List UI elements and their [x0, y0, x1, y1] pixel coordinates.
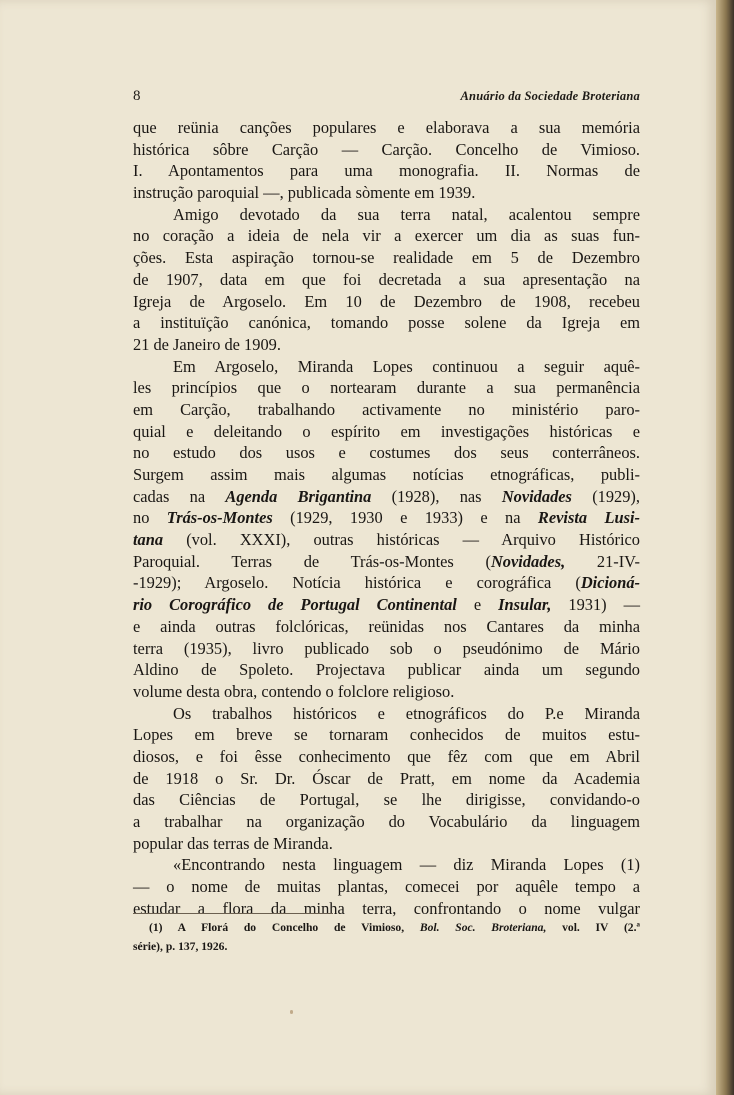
footnote-line [133, 918, 640, 937]
text-line: «Encontrando nesta linguagem — diz Miranda Lopes (1) [173, 855, 640, 875]
footnote-divider [133, 913, 333, 914]
text-line: Amigo devotado da sua terra natal, acalentou sempre [173, 204, 640, 224]
periodical-title: Trás-os-Montes [166, 508, 273, 528]
text-line: que reünia canções populares e elaborava a sua memória [133, 118, 640, 137]
text-line: quial e deleitando o espírito em investigações históricas e [133, 421, 640, 441]
periodical-title: tana [133, 530, 164, 550]
text-run: (1929, 1930 e 1933) e na [290, 508, 521, 528]
text-line: I. Apontamentos para uma monografia. II. Normas de [133, 161, 640, 181]
periodical-title: Bol. Soc. Broteriana, [419, 921, 547, 934]
journal-title: Anuário da Sociedade Broteriana [460, 89, 640, 103]
footnote-line: série), p. 137, 1926. [133, 940, 228, 953]
text-line: e ainda outras folclóricas, reünidas nos Cantares da minha [133, 616, 640, 636]
text-line: a instituïção canónica, tomando posse solene da Igreja em [133, 313, 640, 333]
periodical-title: Novidades, [490, 551, 566, 571]
text-run: no [133, 508, 150, 528]
periodical-title: Agenda Brigantina [225, 486, 372, 506]
text-line: popular das terras de Miranda. [133, 833, 333, 853]
text-line: diosos, e foi êsse conhecimento que fêz com que em Abril [133, 746, 640, 766]
text-run: (vol. XXXI), outras históricas — Arquivo Histórico [186, 530, 640, 550]
text-run: e [473, 595, 482, 615]
text-run: Paroquial. Terras de Trás-os-Montes ( [133, 551, 491, 571]
text-line [133, 551, 640, 573]
text-line [133, 486, 640, 508]
text-run: 21-IV- [596, 551, 640, 571]
book-spine-edge [716, 0, 734, 1095]
text-run: -1929); Argoselo. Notícia histórica e corográfica ( [133, 573, 581, 593]
text-line: Igreja de Argoselo. Em 10 de Dezembro de 1908, recebeu [133, 291, 640, 311]
paper-speck [290, 1010, 293, 1014]
text-line: a trabalhar na organização do Vocabulário da linguagem [133, 812, 640, 831]
text-line: les princípios que o nortearam durante a sua permanência [133, 378, 640, 398]
periodical-title: rio Corográfico de Portugal Continental [133, 595, 457, 615]
running-head [133, 88, 640, 108]
periodical-title: Insular, [498, 595, 552, 615]
text-line: 21 de Janeiro de 1909. [133, 334, 281, 354]
text-line: no estudo dos usos e costumes dos seus conterrâneos. [133, 443, 640, 463]
text-line: Os trabalhos históricos e etnográficos do P.e Miranda [173, 703, 640, 723]
text-line: de 1918 o Sr. Dr. Óscar de Pratt, em nome da Academia [133, 768, 640, 788]
text-line: estudar a flora da minha terra, confrontando o nome vulgar [133, 898, 640, 918]
text-line: Em Argoselo, Miranda Lopes continuou a seguir aquê- [173, 356, 640, 376]
text-line: Lopes em breve se tornaram conhecidos de muitos estu- [133, 725, 640, 745]
text-line [133, 529, 640, 551]
text-line: no coração a ideia de nela vir a exercer um dia as suas fun- [133, 226, 640, 246]
text-run: 1931) — [568, 595, 640, 615]
text-line: Surgem assim mais algumas notícias etnográficas, publi- [133, 465, 640, 484]
text-line: histórica sôbre Carção — Carção. Concelho de Vimioso. [133, 139, 640, 159]
periodical-title: Revista Lusi- [537, 508, 640, 528]
periodical-title: Dicioná- [580, 573, 640, 593]
text-line: das Ciências de Portugal, se lhe dirigisse, convidando-o [133, 790, 640, 810]
page-number: 8 [133, 88, 141, 104]
text-line [133, 507, 640, 529]
text-run: (1928), nas [391, 486, 482, 506]
text-line: Aldino de Spoleto. Projectava publicar ainda um segundo [133, 660, 640, 680]
text-line: de 1907, data em que foi decretada a sua apresentação na [133, 269, 640, 289]
text-line: terra (1935), livro publicado sob o pseudónimo de Mário [133, 638, 640, 658]
text-line: instrução paroquial —, publicada sòmente em 1939. [133, 183, 476, 203]
text-line [133, 572, 640, 594]
text-line: — o nome de muitas plantas, comecei por aquêle tempo a [133, 877, 640, 897]
footnote-run: vol. IV (2.ª [562, 921, 640, 934]
text-line: ções. Esta aspiração tornou-se realidade em 5 de Dezembro [133, 248, 640, 268]
footnote-run: (1) A Florá do Concelho de Vimioso, [149, 921, 405, 934]
text-line: volume desta obra, contendo o folclore religioso. [133, 681, 455, 701]
text-run: (1929), [592, 486, 640, 506]
text-run: cadas na [133, 486, 206, 506]
text-line: em Carção, trabalhando activamente no ministério paro- [133, 399, 640, 419]
periodical-title: Novidades [501, 486, 572, 506]
footnote [133, 918, 640, 956]
body-text [133, 117, 640, 919]
text-line [133, 594, 640, 616]
